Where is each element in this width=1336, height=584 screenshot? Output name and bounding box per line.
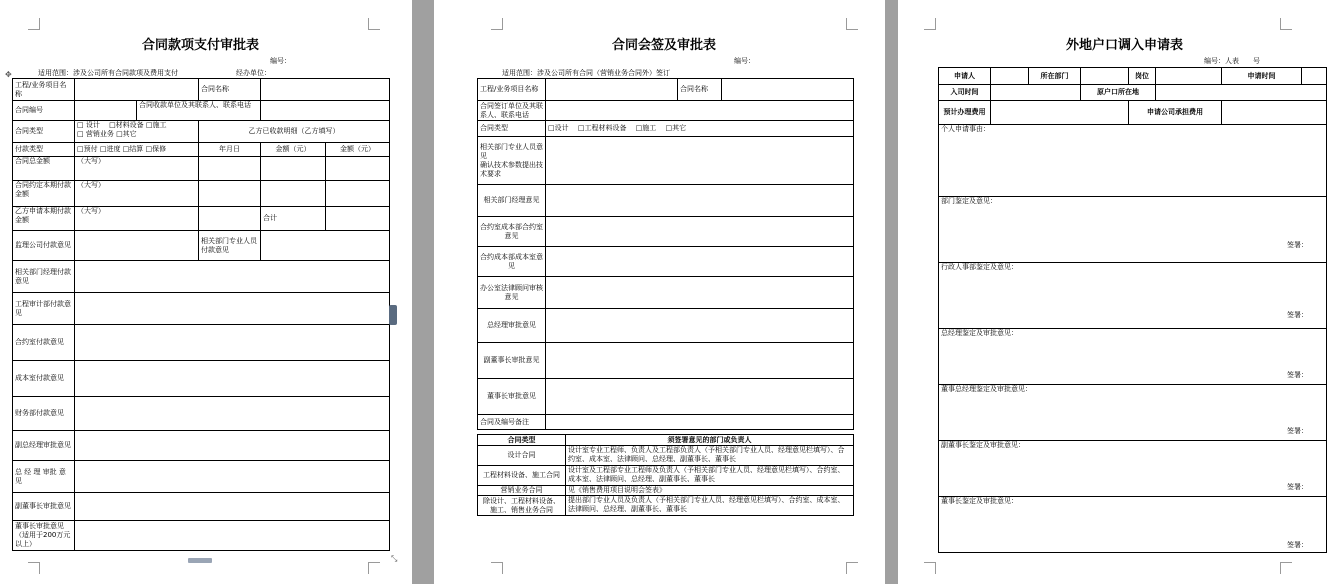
field-cost-office[interactable] — [75, 361, 390, 397]
contract-type-options[interactable]: □设计 □工程材料设备 □施工 □其它 — [546, 121, 854, 137]
label-received-detail: 乙方已收款明细（乙方填写） — [199, 121, 390, 143]
sign-label: 签署： — [1287, 541, 1308, 549]
label-chairman: 董事长审批意见（适用于200万元以上） — [13, 521, 75, 551]
label-department: 所在部门 — [1029, 68, 1081, 85]
crop-mark — [1280, 18, 1292, 30]
label-payee: 合同收款单位及其联系人、联系电话 — [137, 101, 261, 121]
field-related-staff[interactable] — [261, 231, 390, 261]
label-position: 岗位 — [1129, 68, 1156, 85]
guide-type: 设计合同 — [478, 446, 566, 466]
field-vice-chair-opinion[interactable] — [939, 441, 1327, 497]
crop-mark — [368, 562, 380, 574]
field-admin-legal[interactable] — [546, 277, 854, 309]
label-subtotal: 合计 — [261, 207, 326, 231]
payment-approval-table — [12, 78, 390, 551]
label-hukou-origin: 原户口所在地 — [1081, 85, 1156, 101]
field-board-gm-opinion[interactable] — [939, 385, 1327, 441]
field-supervisor[interactable] — [75, 231, 199, 261]
field-contract-name[interactable] — [261, 79, 390, 101]
field-dept-manager[interactable] — [546, 185, 854, 217]
number-label: 编号：人表 号 — [1204, 57, 1260, 65]
label-applicant: 申请人 — [939, 68, 991, 85]
field-applicant[interactable] — [991, 68, 1029, 85]
uppercase-3: （大写） — [75, 207, 199, 231]
label-contract-name: 合同名称 — [678, 79, 722, 101]
field-gm-opinion[interactable] — [939, 329, 1327, 385]
field-deputy-gm[interactable] — [75, 431, 390, 461]
label-company-cost: 申请公司承担费用 — [1129, 101, 1222, 125]
field-chair-opinion[interactable] — [939, 497, 1327, 553]
label-contract-office: 合约室付款意见 — [13, 325, 75, 361]
sign-label: 签署： — [1287, 483, 1308, 491]
field-signing-party[interactable] — [546, 101, 854, 121]
contract-type-options-2[interactable]: □ 营销业务 □其它 — [77, 130, 137, 138]
page-add-tab[interactable] — [389, 305, 397, 325]
label-contract-office: 合约室成本部合约室意见 — [478, 217, 546, 247]
field-vice-chair[interactable] — [546, 343, 854, 379]
col-amount-1: 金额（元） — [261, 143, 326, 157]
table-resize-handle-icon[interactable]: ⤡ — [391, 554, 398, 563]
field-hr-opinion[interactable] — [939, 263, 1327, 329]
field-department[interactable] — [1081, 68, 1129, 85]
field-chairman[interactable] — [546, 379, 854, 415]
guide-depts: 设计室专业工程师、负责人及工程部负责人（予相关部门专业人员、经理意见栏填写）、合约室、成本室、法律顾问、总经理、副董事长、董事长 — [566, 446, 854, 466]
label-hr-opinion: 行政人事部鉴定及意见： — [941, 263, 1018, 271]
label-gm: 总经理审批意见 — [478, 309, 546, 343]
label-related-staff: 相关部门专业人员付款意见 — [199, 231, 261, 261]
label-chairman: 董事长审批意见 — [478, 379, 546, 415]
label-contract-no: 合同编号 — [13, 101, 75, 121]
field-project[interactable] — [75, 79, 199, 101]
crop-mark — [28, 18, 40, 30]
label-dept-manager: 相关部门经理付款意见 — [13, 261, 75, 293]
page-title: 合同款项支付审批表 — [142, 38, 260, 53]
guide-header-dept: 须签署意见的部门或负责人 — [566, 435, 854, 446]
label-contract-type: 合同类型 — [478, 121, 546, 137]
field-contract-name[interactable] — [722, 79, 854, 101]
label-contract-total: 合同总金额 — [13, 157, 75, 181]
field-chairman[interactable] — [75, 521, 390, 551]
label-vice-chair: 副董事长审批意见 — [478, 343, 546, 379]
field-vice-chair[interactable] — [75, 493, 390, 521]
label-signing-party: 合同签订单位及其联系人、联系电话 — [478, 101, 546, 121]
scope-text: 适用范围：涉及公司所有合同（营销业务合同外）签订 — [502, 69, 670, 77]
field-contract-no[interactable] — [75, 101, 137, 121]
field-payee[interactable] — [261, 101, 390, 121]
label-finance: 财务部付款意见 — [13, 397, 75, 431]
crop-mark — [846, 562, 858, 574]
label-dept-manager: 相关部门经理意见 — [478, 185, 546, 217]
table-row-resize-handle[interactable] — [188, 558, 212, 563]
contract-signoff-table — [477, 78, 854, 430]
crop-mark — [28, 562, 40, 574]
label-est-cost: 预计办理费用 — [939, 101, 991, 125]
field-dept-manager[interactable] — [75, 261, 390, 293]
crop-mark — [368, 18, 380, 30]
label-vice-chair: 副董事长审批意见 — [13, 493, 75, 521]
label-contract-type: 合同类型 — [13, 121, 75, 143]
label-archive: 合同及编号备注 — [478, 415, 546, 430]
field-related-staff[interactable] — [546, 137, 854, 185]
guide-depts: 设计室及工程部专业工程师及负责人（予相关部门专业人员、经理意见栏填写）、合约室、成本室、法律顾问、总经理、副董事长、董事长 — [566, 466, 854, 486]
label-gm: 总 经 理 审批 意见 — [13, 461, 75, 493]
field-position[interactable] — [1156, 68, 1222, 85]
col-date-1: 年月日 — [199, 143, 261, 157]
field-project[interactable] — [546, 79, 678, 101]
document-page-3 — [898, 0, 1336, 584]
field-gm[interactable] — [546, 309, 854, 343]
label-pay-type: 付款类型 — [13, 143, 75, 157]
field-cost-office[interactable] — [546, 247, 854, 277]
field-personal-reason[interactable] — [939, 125, 1327, 197]
label-admin-legal: 办公室法律顾问审核意见 — [478, 277, 546, 309]
sign-label: 签署： — [1287, 241, 1308, 249]
dept-label: 经办单位： — [236, 69, 271, 77]
signoff-guide-table — [477, 434, 854, 516]
guide-header-type: 合同类型 — [478, 435, 566, 446]
label-vice-chair-opinion: 副董事长鉴定及审批意见： — [941, 441, 1025, 449]
guide-type: 除设计、工程材料设备、施工、销售业务合同 — [478, 496, 566, 516]
crop-mark — [491, 562, 503, 574]
field-apply-time[interactable] — [1302, 68, 1327, 85]
sign-label: 签署： — [1287, 371, 1308, 379]
uppercase-1: （大写） — [75, 157, 199, 181]
guide-depts: 提出部门专业人员及负责人（予相关部门专业人员、经理意见栏填写）、合约室、成本室、法律顾问、总经理、副董事长、董事长 — [566, 496, 854, 516]
label-supervisor: 监理公司付款意见 — [13, 231, 75, 261]
number-label: 编号： — [270, 57, 291, 65]
document-page-2 — [434, 0, 885, 584]
label-chair-opinion: 董事长鉴定及审批意见： — [941, 497, 1018, 505]
document-page-1 — [0, 0, 412, 584]
page-title: 合同会签及审批表 — [612, 38, 717, 53]
uppercase-2: （大写） — [75, 181, 199, 207]
field-finance[interactable] — [75, 397, 390, 431]
label-join-date: 入司时间 — [939, 85, 991, 101]
hukou-application-table — [938, 67, 1327, 553]
label-apply-time: 申请时间 — [1222, 68, 1302, 85]
field-hukou-origin[interactable] — [1156, 85, 1327, 101]
label-applied-amount: 乙方申请本期付款金额 — [13, 207, 75, 231]
label-deputy-gm: 副总经理审批意见 — [13, 431, 75, 461]
crop-mark — [1280, 562, 1292, 574]
field-gm[interactable] — [75, 461, 390, 493]
number-label: 编号： — [734, 57, 755, 65]
crop-mark — [491, 18, 503, 30]
label-cost-office: 成本室付款意见 — [13, 361, 75, 397]
guide-type: 工程材料设备、施工合同 — [478, 466, 566, 486]
field-join-date[interactable] — [991, 85, 1081, 101]
label-gm-opinion: 总经理鉴定及审批意见： — [941, 329, 1018, 337]
field-company-cost[interactable] — [1222, 101, 1327, 125]
crop-mark — [924, 562, 936, 574]
col-amount-2: 金额（元） — [326, 143, 390, 157]
label-project: 工程/业务项目名称 — [478, 79, 546, 101]
guide-type: 营销业务合同 — [478, 486, 566, 496]
field-contract-office[interactable] — [546, 217, 854, 247]
field-est-cost[interactable] — [991, 101, 1129, 125]
sign-label: 签署： — [1287, 311, 1308, 319]
label-related-staff: 相关部门专业人员意见 确认技术参数提出技术要求 — [478, 137, 546, 185]
sign-label: 签署： — [1287, 427, 1308, 435]
page-title: 外地户口调入申请表 — [1066, 38, 1184, 53]
contract-type-options[interactable]: □ 设计 □材料设备 □施工 — [77, 121, 167, 129]
field-dept-opinion[interactable] — [939, 197, 1327, 263]
crop-mark — [846, 18, 858, 30]
field-archive[interactable] — [546, 415, 854, 430]
label-eng-audit: 工程审计部付款意见 — [13, 293, 75, 325]
field-contract-office[interactable] — [75, 325, 390, 361]
label-agreed-amount: 合同约定本期付款金额 — [13, 181, 75, 207]
label-personal-reason: 个人申请事由： — [941, 125, 990, 133]
label-cost-office: 合约成本部成本室意见 — [478, 247, 546, 277]
label-board-gm-opinion: 董事总经理鉴定及审批意见： — [941, 385, 1032, 393]
field-eng-audit[interactable] — [75, 293, 390, 325]
label-project: 工程/业务项目名称 — [13, 79, 75, 101]
crop-mark — [924, 18, 936, 30]
scope-text: 适用范围：涉及公司所有合同款项及费用支付 — [38, 69, 178, 77]
pay-type-options[interactable]: □预付 □进度 □结算 □保修 — [75, 143, 199, 157]
table-move-handle-icon[interactable]: ✥ — [5, 70, 12, 79]
guide-depts: 见《销售费用项目说明会签表》 — [566, 486, 854, 496]
label-dept-opinion: 部门鉴定及意见： — [941, 197, 997, 205]
label-contract-name: 合同名称 — [199, 79, 261, 101]
